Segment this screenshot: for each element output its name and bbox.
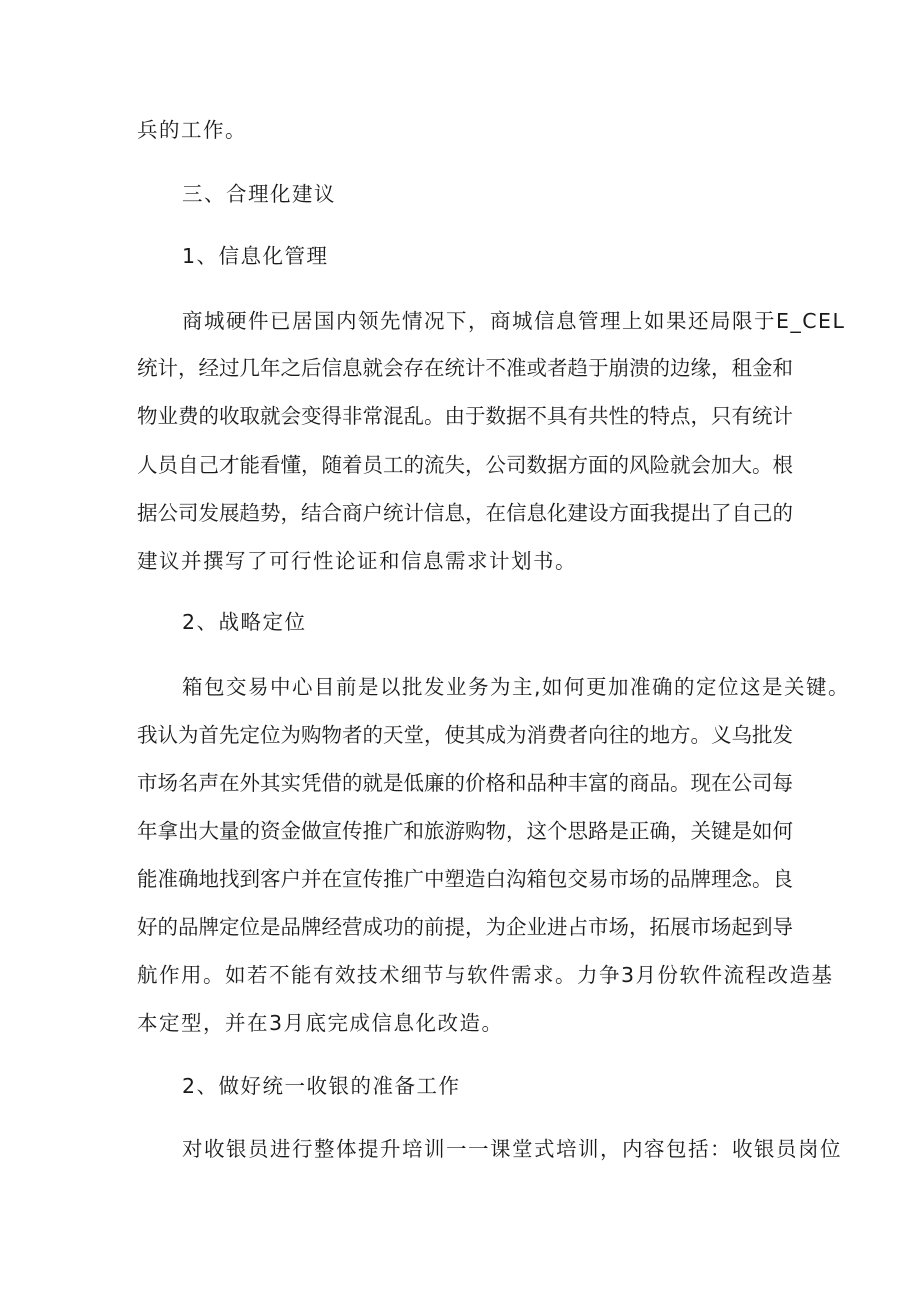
text-line: 兵的工作。 [137,118,247,142]
paragraph-line: 箱包交易中心目前是以批发业务为主,如何更加准确的定位这是关键。 [182,675,851,699]
paragraph-line: 年拿出大量的资金做宣传推广和旅游购物，这个思路是正确，关键是如何 [137,819,793,843]
paragraph-line: 人员自己才能看懂，随着员工的流失，公司数据方面的风险就会加大。根 [137,453,793,477]
paragraph-line: 市场名声在外其实凭借的就是低廉的价格和品种丰富的商品。现在公司每 [137,771,793,795]
paragraph-line: 我认为首先定位为购物者的天堂，使其成为消费者向往的地方。义乌批发 [137,723,793,747]
subsection-heading: 2、战略定位 [182,610,307,634]
paragraph-line: 建议并撰写了可行性论证和信息需求计划书。 [137,549,577,573]
paragraph-line: 统计，经过几年之后信息就会存在统计不准或者趋于崩溃的边缘，租金和 [137,356,793,380]
paragraph-line: 据公司发展趋势，结合商户统计信息，在信息化建设方面我提出了自己的 [137,501,793,525]
subsection-heading: 1、信息化管理 [182,244,329,268]
paragraph-line: 对收银员进行整体提升培训一一课堂式培训，内容包括：收银员岗位 [182,1137,842,1161]
paragraph-line: 物业费的收取就会变得非常混乱。由于数据不具有共性的特点，只有统计 [137,404,793,428]
paragraph-line: 好的品牌定位是品牌经营成功的前提，为企业进占市场，拓展市场起到导 [137,915,793,939]
paragraph-line: 能准确地找到客户并在宣传推广中塑造白沟箱包交易市场的品牌理念。良 [137,867,793,891]
subsection-heading: 2、做好统一收银的准备工作 [182,1074,461,1098]
paragraph-line: 商城硬件已居国内领先情况下，商城信息管理上如果还局限于E_CEL [182,309,846,333]
section-heading: 三、合理化建议 [182,182,336,206]
paragraph-line: 航作用。如若不能有效技术细节与软件需求。力争3月份软件流程改造基 [137,963,834,987]
paragraph-line: 本定型，并在3月底完成信息化改造。 [137,1011,504,1035]
